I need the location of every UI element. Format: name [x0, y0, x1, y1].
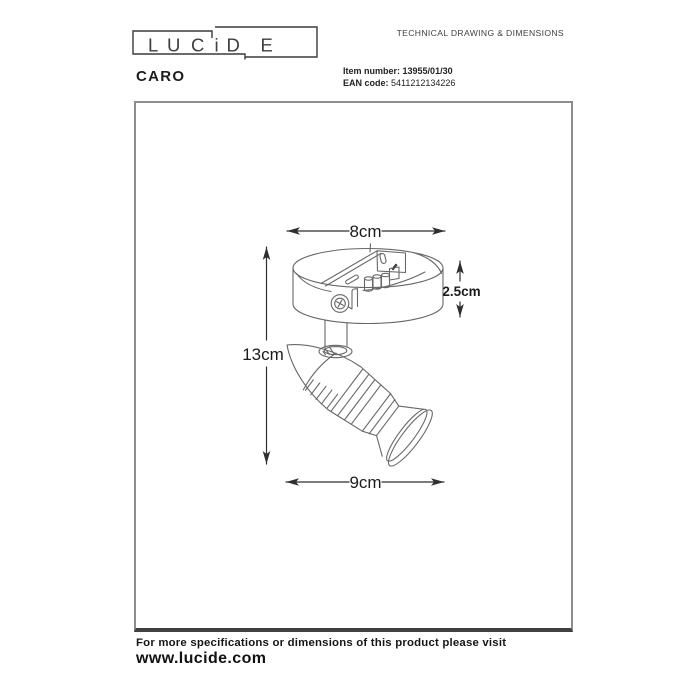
bulb-cone-sides: [369, 396, 424, 459]
swivel-joint: [319, 345, 352, 357]
bulb-face-inner: [381, 405, 432, 465]
canopy-rim-seam: [370, 244, 371, 252]
screw-bracket: [349, 289, 358, 309]
canopy-inner-rim-left: [297, 274, 332, 292]
spot-head-drawing: [266, 317, 438, 470]
ean-value: 5411212134226: [391, 77, 456, 88]
dim-spot-width-label: 9cm: [349, 473, 382, 492]
tech-drawing-label: TECHNICAL DRAWING & DIMENSIONS: [396, 28, 564, 38]
dim-canopy-width-label: 8cm: [349, 222, 382, 241]
product-name: CARO: [136, 68, 186, 85]
dim-total-height-label: 13cm: [242, 345, 284, 364]
spot-body-ring: [302, 350, 336, 392]
logo-letter: U: [167, 34, 181, 56]
dimension-canopy-height: [442, 261, 480, 317]
canopy-top-rim: [293, 249, 443, 288]
dim-canopy-height-label: 2.5cm: [442, 284, 481, 299]
logo-letter: D: [226, 34, 240, 56]
plate-keyhole-slot: [379, 253, 386, 264]
plate-slot: [345, 274, 359, 284]
canopy-drawing: [293, 244, 443, 349]
screw-detail: [331, 289, 357, 313]
item-number-value: 13955/01/30: [402, 66, 453, 76]
spot-vents: [305, 377, 338, 408]
item-number-label: Item number:: [343, 66, 401, 76]
dimension-spot-width: [286, 473, 444, 492]
stem: [325, 320, 347, 349]
logo-letter: L: [148, 34, 159, 56]
logo-letter: i: [214, 34, 219, 56]
footer-note: For more specifications or dimensions of this product please visit: [136, 637, 507, 649]
spot-body: [271, 323, 393, 434]
logo-letter: E: [260, 34, 273, 56]
footer-website: www.lucide.com: [136, 650, 267, 667]
ean-label: EAN code:: [343, 77, 389, 88]
dimension-total-height: [242, 247, 284, 464]
dimension-canopy-width: [287, 222, 445, 241]
logo-letter: C: [191, 34, 205, 56]
spot-neck: [362, 394, 401, 440]
